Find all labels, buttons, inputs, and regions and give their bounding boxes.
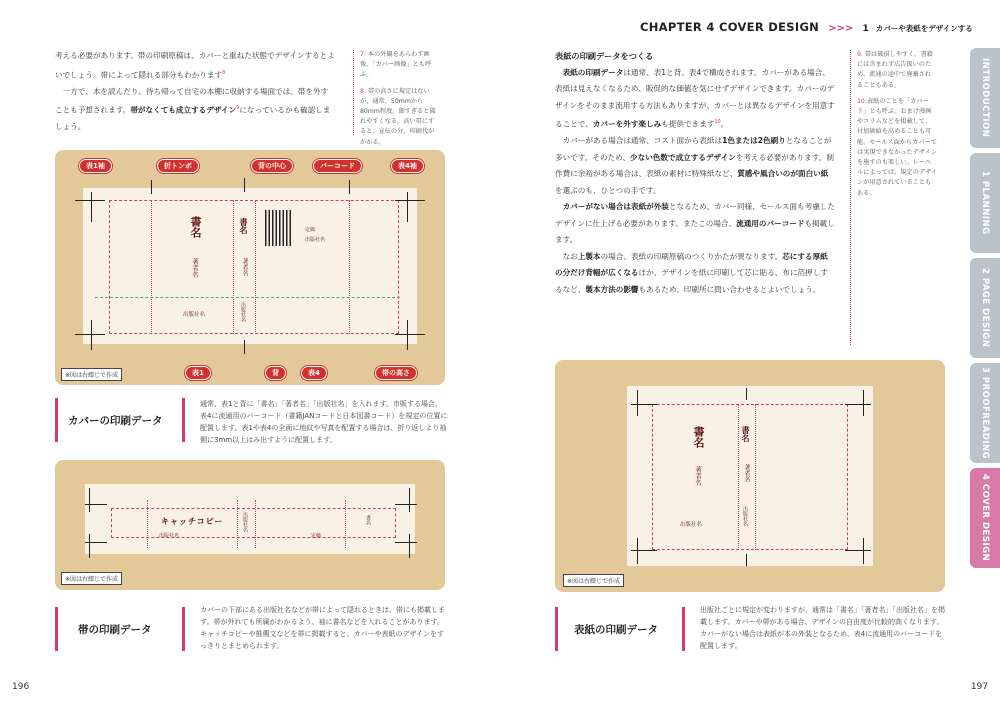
fold-tombo — [349, 180, 350, 194]
right-page — [500, 0, 1000, 706]
hyoshi-spine-right — [755, 404, 756, 550]
tab-proofreading[interactable]: 3 PROOFREADING — [970, 363, 1000, 463]
obi-spine-text: 出版社名 — [242, 512, 248, 532]
right-paragraph-2 — [555, 133, 835, 199]
p2-bold-b: 1色または2色刷り — [722, 136, 786, 146]
note-8 — [360, 87, 440, 148]
callout-spine: 背 — [265, 366, 286, 380]
section-title: カバーや表紙をデザインする — [875, 24, 973, 33]
paragraph-2-text-a: 一方で、本を読んだり、待ち帰って自宅の本棚に収納する場面では、帯を外すことも予想されます。 — [55, 86, 329, 115]
footnote-ref-10: 10 — [714, 119, 721, 125]
obi-caption-title: 帯の印刷データ — [78, 624, 152, 636]
callout-obi-height: 帯の高さ — [375, 366, 417, 380]
crop-mark — [863, 390, 864, 416]
crop-mark — [91, 320, 92, 350]
cover-caption-desc: 通常、表1と背に「書名」「著者名」「出版社名」を入れます。市販する場合、表4に流通用のバーコード（書籍JANコードと日本図書コード）を規定の位置に配置します。表1や表4の全面に地紋や写真を配置する場合は、折り返しより袖側に3mm以上はみ出すように配置します。 — [200, 400, 448, 444]
cover-publisher: 出版社名 — [183, 312, 206, 318]
p1-text-d: も提供できます — [661, 119, 715, 129]
obi-spine-right — [255, 500, 256, 548]
callout-front: 表1 — [185, 366, 211, 380]
p2-text-e: を考える必要があります。制作費に余裕がある場合は、表紙の素材に特殊紙など、 — [555, 152, 834, 179]
callout-fold-tombo: 折トンボ — [157, 159, 199, 173]
tab-planning[interactable]: 1 PLANNING — [970, 153, 1000, 253]
footnote-ref-9: 9 — [236, 105, 240, 112]
p3-bold-c: 流通用のバーコード — [736, 218, 805, 228]
diagram-note: ※図は右綴じで作成 — [61, 368, 122, 381]
crop-mark — [637, 390, 638, 416]
p4-text-g: もあるため、印刷所に問い合わせるとよいでしょう。 — [638, 284, 821, 294]
crop-mark — [85, 542, 107, 543]
back-publisher: 出版社名 — [305, 237, 326, 243]
note-8-num: 8. — [360, 87, 366, 95]
crop-mark — [863, 538, 864, 564]
cover-diagram-panel — [55, 150, 445, 385]
crop-mark — [395, 334, 425, 335]
hyoshi-caption-title: 表紙の印刷データ — [574, 624, 658, 636]
note-9-num: 9. — [857, 51, 863, 58]
spine-tombo — [746, 388, 747, 400]
barcode-icon — [265, 210, 293, 246]
hyoshi-spine-title: 書名 — [741, 426, 751, 442]
obi-price: 定価 — [311, 533, 322, 539]
note-10 — [857, 97, 937, 199]
p3-bold-a: カバーがない場合は表紙が外装 — [562, 202, 669, 212]
spine-line-right — [255, 200, 256, 334]
section-heading: 表紙の印刷データをつくる — [555, 51, 654, 61]
note-9-text: 帯は破損しやすく、書籍には含まれず広告扱いのため、流通の途中で廃棄されることもある。 — [857, 51, 933, 89]
crop-mark — [407, 320, 408, 350]
note-7 — [360, 50, 440, 81]
note-9 — [857, 50, 937, 91]
cover-caption-title: カバーの印刷データ — [68, 415, 163, 427]
right-paragraph-4 — [555, 249, 835, 299]
obi-spine-left — [237, 500, 238, 548]
page-number-right: 197 — [970, 682, 988, 692]
p2-text-g: を選ぶのも、ひとつの手です。 — [555, 185, 661, 195]
spine-tombo — [244, 178, 245, 192]
obi-publisher: 出版社名 — [159, 533, 180, 539]
callout-back: 表4 — [301, 366, 327, 380]
crop-mark — [75, 334, 105, 335]
p1-text-b: は通常、表1と背、表4で構成されます。カバーがある場合、表紙は見えなくなるため、販促的な価値を気にせずデザインできます。カバーのデザインをそのまま流用する方法もありますが、カバーとは異なるデザインを用意することで、 — [555, 67, 835, 129]
callout-spine-center: 背の中心 — [251, 159, 293, 173]
p4-text-a: なお — [562, 251, 578, 261]
tab-cover-design[interactable]: 4 COVER DESIGN — [970, 468, 1000, 568]
spine-author: 著者名 — [241, 258, 248, 276]
hyoshi-spine-left — [738, 404, 739, 550]
crop-mark — [407, 192, 408, 222]
spine-tombo — [746, 554, 747, 566]
side-notes — [360, 50, 440, 148]
right-paragraph-3 — [555, 199, 835, 249]
running-header — [640, 16, 973, 35]
paragraph-1-text: 考える必要があります。帯の印刷原稿は、カバーと重ねた状態でデザインするとよいでしょう。帯によって隠れる部分もわかります — [55, 51, 335, 80]
hyoshi-spine-publisher: 出版社名 — [742, 506, 748, 526]
obi-fold-back — [345, 500, 346, 548]
p2-bold-d: 少ない色数で成立するデザイン — [630, 152, 736, 162]
note-8-text: 帯の高さに規定はないが、通常、50mmから80mm程度。細すぎると破れやすくなる。高い帯にすると、宣伝の分、印刷代がかかる。 — [360, 87, 436, 146]
callout-barcode: バーコード — [313, 159, 362, 173]
hyoshi-publisher: 出版社名 — [680, 522, 703, 528]
obi-back-text: 書名 — [365, 515, 371, 525]
left-body-text — [55, 48, 335, 136]
obi-trim-guide — [111, 508, 396, 538]
hyoshi-diagram-note: ※図は右綴じで作成 — [563, 574, 624, 587]
hyoshi-title: 書名 — [692, 426, 705, 448]
hyoshi-diagram-panel — [555, 360, 945, 592]
right-paragraph-1: 表紙の印刷データは通常、表1と背、表4で構成されます。カバーがある場合、表紙は見えなくなるため、販促的な価値を気にせずデザインできます。カバーのデザインをそのまま流用する方法もありますが、カバーとは異なるデザインを用意することで、カバーを外す楽しみも提供できます$^{10}$。 — [555, 67, 835, 129]
crop-mark — [395, 504, 417, 505]
crop-mark — [845, 550, 871, 551]
chevrons-icon: >>> — [828, 23, 854, 34]
obi-fold-front — [147, 500, 148, 548]
price-label: 定価 — [305, 227, 316, 233]
crop-mark — [395, 542, 417, 543]
footnote-ref-8: 8 — [222, 69, 226, 76]
note-10-text: 表紙のことを「カバー下」とも呼ぶ。おまけ漫画やコラムなどを掲載して、付加価値を高めることも可能。セールス面からカバーでは実現できなかったデザインを施すのも楽しい。レーベルによっては、規定のデザインが用意されていることもある。 — [857, 97, 938, 197]
note-7-text: 本の外観をあらわす画像。「カバー画像」とも呼ぶ。 — [360, 51, 432, 79]
spine-tombo — [244, 340, 245, 354]
tab-introduction[interactable]: INTRODUCTION — [970, 48, 1000, 148]
margin-rule — [353, 50, 354, 135]
p3-text-d: も掲載します。 — [555, 218, 835, 245]
chapter-title: CHAPTER 4 COVER DESIGN — [640, 20, 820, 34]
p3-text-b: となるため、カバー同様、セールス面も考慮したデザインに仕上げる必要があります。またこの場合、 — [555, 202, 835, 228]
section-number: 1 — [862, 24, 869, 34]
hyoshi-caption-desc: 出版社ごとに規定が変わりますが、通常は「書名」「著者名」「出版社名」を掲載します。カバーや帯がある場合、デザインの自由度が比較的高くなります。カバーがない場合は表紙が本の外装となるため、表4に流通用のバーコードを配置します。 — [700, 606, 945, 650]
spine-title: 書名 — [239, 218, 249, 234]
crop-mark — [631, 404, 657, 405]
p2-bold-f: 質感や風合いのが面白い紙 — [737, 169, 829, 179]
page-number-left: 196 — [12, 682, 30, 692]
cover-title: 書名 — [189, 216, 202, 238]
p4-bold-b: 上製本 — [577, 251, 601, 261]
callout-back-flap: 表4袖 — [391, 159, 424, 173]
note-10-num: 10. — [857, 97, 867, 105]
spine-line-left — [233, 200, 234, 334]
obi-catchcopy: キャッチコピー — [161, 517, 224, 526]
obi-diagram-panel — [55, 460, 445, 590]
fold-line-back — [349, 200, 350, 334]
p1-bold-a: 表紙の印刷データ — [562, 67, 624, 77]
p2-text-c: となることが多いです。そのため、 — [555, 136, 832, 162]
crop-mark — [631, 550, 657, 551]
crop-mark — [85, 504, 107, 505]
right-body-text — [555, 48, 835, 298]
hyoshi-author: 著者名 — [694, 466, 702, 486]
obi-caption-desc: カバーの下部にある出版社名などが帯によって隠れるときは、帯にも掲載します。帯が外れても所属がわかるよう、袖に書名などを入れることがあります。キャッチコピーや推薦文などを帯に掲載すると、カバーや表紙のデザインをすっきりとまとめられます。 — [200, 606, 445, 650]
cover-author: 著者名 — [191, 258, 199, 278]
crop-mark — [409, 534, 410, 558]
crop-mark — [75, 200, 105, 201]
crop-mark — [637, 538, 638, 564]
obi-diagram-note: ※図は右綴じで作成 — [61, 572, 122, 585]
crop-mark — [845, 404, 871, 405]
crop-mark — [91, 192, 92, 222]
callout-front-flap: 表1袖 — [79, 159, 112, 173]
right-margin-rule — [850, 50, 851, 345]
paragraph-2 — [55, 84, 335, 136]
paragraph-1 — [55, 48, 335, 84]
crop-mark — [409, 488, 410, 512]
paragraph-2-text-c: になっているかも確認しましょう。 — [55, 105, 331, 132]
right-side-notes — [857, 50, 937, 199]
crop-mark — [89, 488, 90, 512]
paragraph-2-bold: 帯がなくても成立するデザイン — [130, 105, 237, 115]
p2-text-a: カバーがある場合は通常、コスト面から表紙は — [562, 136, 723, 146]
p4-bold-f: 製本方法の影響 — [585, 284, 639, 294]
spine-publisher: 出版社名 — [240, 302, 246, 322]
p4-text-e: ほか、デザインを紙に印刷して芯に貼る、布に箔押しするなど、 — [555, 268, 828, 294]
crop-mark — [395, 200, 425, 201]
fold-line-front — [151, 200, 152, 334]
hyoshi-spine-author: 著者名 — [743, 464, 750, 482]
p4-bold-d: 芯にする厚紙の分だけ背幅が広くなる — [555, 251, 828, 278]
p1-bold-c: カバーを外す楽しみ — [592, 119, 662, 129]
p4-text-c: の場合、表紙の印刷原稿のつくりかたが異なります。 — [600, 251, 783, 261]
tab-page-design[interactable]: 2 PAGE DESIGN — [970, 258, 1000, 358]
obi-height-line — [95, 297, 400, 298]
note-7-num: 7. — [360, 51, 366, 58]
crop-mark — [89, 534, 90, 558]
cover-trim-guide — [109, 200, 399, 334]
fold-tombo — [151, 180, 152, 194]
